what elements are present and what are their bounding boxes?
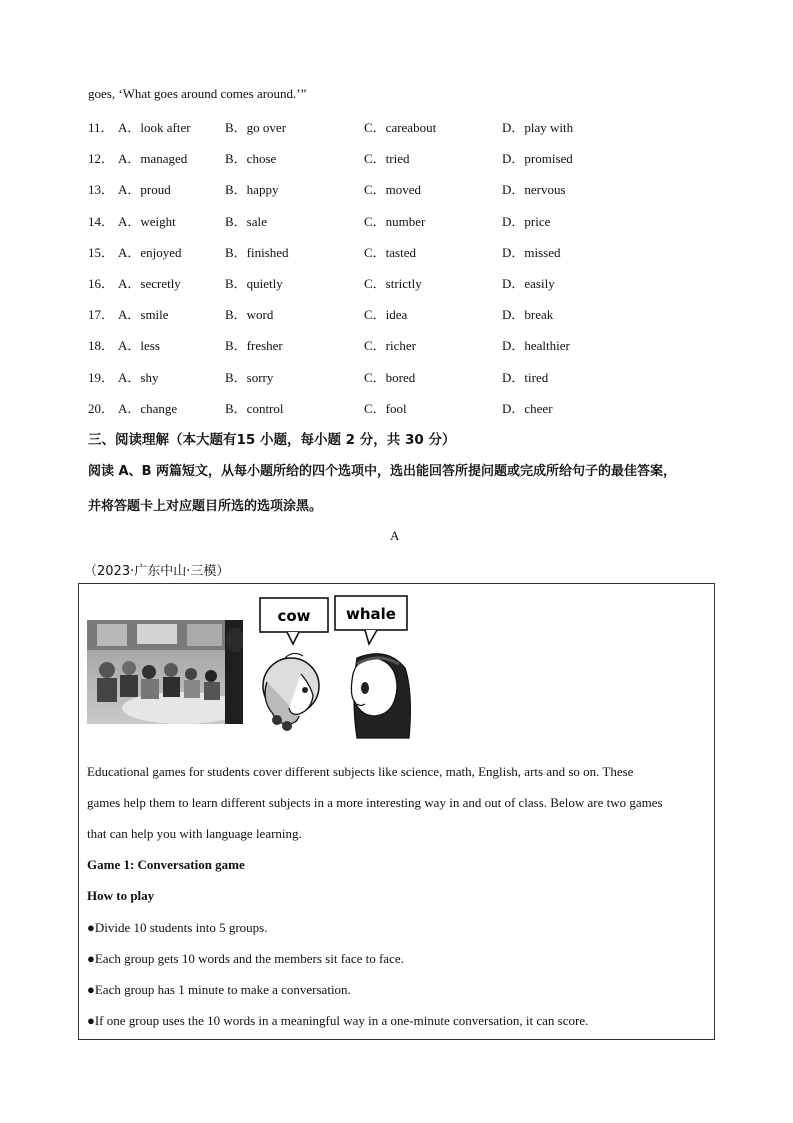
option-c: C．careabout	[364, 120, 437, 135]
option-c: C．idea	[364, 307, 408, 323]
option-a: A．managed	[118, 151, 188, 167]
option-b: B．quietly	[225, 276, 283, 291]
option-c: C．strictly	[364, 276, 422, 291]
option-c: C．moved	[364, 182, 422, 198]
question-number: 15．	[88, 244, 115, 260]
option-a: A．look after	[118, 120, 191, 135]
paragraph-line-1: Educational games for students cover different subjects like science, math, English, arts and so on. These	[87, 764, 634, 779]
option-b: B．happy	[225, 182, 279, 198]
option-d: D．cheer	[502, 400, 553, 416]
how-to-play-heading: How to play	[87, 888, 155, 903]
option-a: A．change	[118, 400, 178, 416]
question-number: 13．	[88, 182, 115, 198]
option-a: A．secretly	[118, 276, 181, 291]
option-c: C．richer	[364, 338, 416, 354]
question-number: 12．	[88, 151, 115, 167]
instruction-line-2: 并将答题卡上对应题目所选的选项涂黑。	[88, 499, 323, 514]
paragraph-line-2: games help them to learn different subjects in a more interesting way in and out of class. Below are two games	[87, 795, 663, 810]
option-b: B．finished	[225, 244, 289, 260]
rule-2: ●Each group gets 10 words and the members sit face to face.	[87, 951, 404, 966]
option-b: B．go over	[225, 120, 287, 135]
option-b: B．fresher	[225, 338, 283, 354]
bubble-left-text: cow	[277, 607, 311, 625]
cartoon-girls-illustration	[257, 594, 422, 744]
option-b: B．sorry	[225, 369, 274, 385]
option-a: A．less	[118, 338, 160, 354]
option-b: B．word	[225, 307, 274, 323]
rule-4: ●If one group uses the 10 words in a meaningful way in a one-minute conversation, it can score.	[87, 1013, 589, 1028]
option-a: A．weight	[118, 213, 176, 229]
option-b: B．sale	[225, 213, 267, 229]
classroom-photo	[87, 620, 243, 724]
question-number: 16．	[88, 276, 115, 291]
option-d: D．promised	[502, 151, 573, 167]
paragraph-line-3: that can help you with language learning.	[87, 826, 302, 841]
game1-title: Game 1: Conversation game	[87, 857, 245, 872]
question-number: 11．	[88, 120, 114, 135]
intro-line: goes, ‘What goes around comes around.’”	[88, 86, 307, 101]
option-a: A．proud	[118, 182, 171, 198]
option-d: D．nervous	[502, 182, 566, 198]
option-a: A．shy	[118, 369, 159, 385]
option-d: D．easily	[502, 276, 555, 291]
option-c: C．tried	[364, 151, 410, 167]
instruction-line-1: 阅读 A、B 两篇短文，从每小题所给的四个选项中，选出能回答所提问题或完成所给句子的最佳答案，	[88, 464, 677, 479]
option-d: D．play with	[502, 120, 574, 135]
option-b: B．control	[225, 400, 284, 416]
rule-1: ●Divide 10 students into 5 groups.	[87, 920, 268, 935]
option-d: D．price	[502, 213, 551, 229]
option-c: C．number	[364, 213, 426, 229]
option-a: A．smile	[118, 307, 169, 323]
source-label: （2023·广东中山·三模）	[84, 564, 230, 579]
bubble-right-text: whale	[346, 605, 396, 623]
rule-3: ●Each group has 1 minute to make a conversation.	[87, 982, 351, 997]
question-number: 17．	[88, 307, 115, 323]
question-number: 20．	[88, 400, 115, 416]
option-c: C．bored	[364, 369, 416, 385]
passage-letter: A	[390, 528, 400, 543]
question-number: 18．	[88, 338, 115, 354]
option-d: D．tired	[502, 369, 549, 385]
question-number: 14．	[88, 213, 115, 229]
option-a: A．enjoyed	[118, 244, 182, 260]
question-number: 19．	[88, 369, 115, 385]
passage-box	[78, 583, 715, 1040]
option-c: C．tasted	[364, 244, 416, 260]
option-b: B．chose	[225, 151, 277, 167]
section-title: 三、阅读理解（本大题有15 小题，每小题 2 分，共 30 分）	[88, 432, 456, 448]
option-c: C．fool	[364, 400, 407, 416]
option-d: D．healthier	[502, 338, 570, 354]
option-d: D．missed	[502, 244, 561, 260]
option-d: D．break	[502, 307, 554, 323]
